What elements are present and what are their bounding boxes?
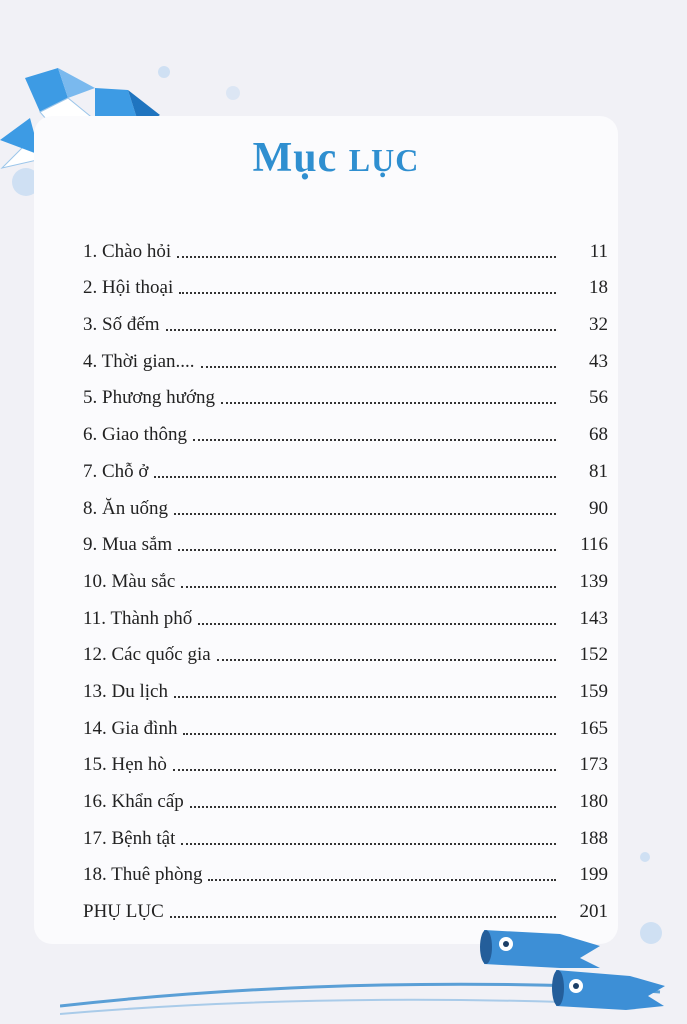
toc-entry-label: 2. Hội thoại — [83, 277, 174, 299]
dot-leader — [174, 695, 556, 698]
dot-leader — [178, 548, 556, 551]
title-rest: LỤC — [348, 142, 420, 178]
toc-entry-page: 81 — [589, 460, 608, 482]
dot-leader — [177, 255, 556, 258]
toc-entry-label: 14. Gia đình — [83, 717, 178, 739]
toc-entry-page: 173 — [579, 754, 608, 776]
dot-leader — [174, 512, 556, 515]
toc-entry-label: 5. Phương hướng — [83, 387, 216, 409]
toc-entry — [83, 483, 608, 520]
dot-leader — [166, 328, 556, 331]
toc-entry-page: 139 — [579, 570, 608, 592]
toc-entry-label: 6. Giao thông — [83, 424, 187, 446]
dot-leader — [181, 842, 556, 845]
toc-entry-page: 43 — [589, 350, 608, 372]
toc-entry — [83, 226, 608, 263]
toc-entry-label: 9. Mua sắm — [83, 534, 173, 556]
toc-entry-label: 15. Hẹn hò — [83, 754, 167, 776]
toc-entry-page: 152 — [579, 644, 608, 666]
toc-entry — [83, 850, 608, 887]
dot-leader — [179, 291, 556, 294]
dot-leader — [190, 805, 556, 808]
toc-entry-label: 13. Du lịch — [83, 680, 168, 702]
toc-entry-page: 188 — [579, 827, 608, 849]
toc-entry — [83, 593, 608, 630]
toc-entry — [83, 520, 608, 557]
toc-entry-label: 4. Thời gian.... — [83, 350, 195, 372]
toc-entry — [83, 263, 608, 300]
toc-entry-label: 3. Số đếm — [83, 314, 160, 336]
toc-entry-label: 12. Các quốc gia — [83, 644, 211, 666]
dot-leader — [208, 878, 556, 881]
dot-leader — [198, 622, 556, 625]
toc-entry-page: 165 — [579, 717, 608, 739]
toc-entry-label: 7. Chỗ ở — [83, 460, 149, 482]
decor-dot — [158, 66, 170, 78]
toc-entry-page: 180 — [579, 791, 608, 812]
toc-entry-page: 56 — [589, 387, 608, 409]
toc-entry — [83, 776, 608, 813]
dot-leader — [183, 732, 556, 735]
toc-entry — [83, 886, 608, 923]
decor-dot — [640, 852, 650, 862]
toc-entry-page: 116 — [580, 534, 608, 556]
toc-entry — [83, 813, 608, 850]
toc-entry-label: 18. Thuê phòng — [83, 864, 203, 886]
toc-entry-label: PHỤ LỤC — [83, 901, 164, 923]
toc-entry-page: 90 — [589, 497, 608, 519]
toc-entry-page: 159 — [579, 680, 608, 702]
toc-entry-page: 201 — [579, 901, 608, 923]
toc-entry — [83, 336, 608, 373]
dot-leader — [201, 365, 556, 368]
toc-entry — [83, 446, 608, 483]
dot-leader — [217, 658, 556, 661]
toc-entry-label: 10. Màu sắc — [83, 570, 176, 592]
toc-entry-page: 143 — [579, 607, 608, 629]
dot-leader — [193, 438, 556, 441]
dot-leader — [173, 768, 556, 771]
toc-entry-label: 16. Khẩn cấp — [83, 791, 184, 812]
toc-entry — [83, 409, 608, 446]
toc-entry — [83, 703, 608, 740]
toc-entry — [83, 630, 608, 667]
toc-entry-page: 68 — [589, 424, 608, 446]
dot-leader — [170, 915, 556, 918]
toc-entry — [83, 556, 608, 593]
toc-entry-label: 1. Chào hỏi — [83, 240, 172, 262]
dot-leader — [181, 585, 556, 588]
toc-entry — [83, 373, 608, 410]
toc-entry-page: 32 — [589, 314, 608, 336]
toc-entry-label: 11. Thành phố — [83, 607, 193, 629]
dot-leader — [221, 401, 556, 404]
toc-entry — [83, 740, 608, 777]
decor-dot — [226, 86, 240, 100]
toc-entry — [83, 299, 608, 336]
toc-entry-page: 11 — [589, 240, 608, 262]
dot-leader — [154, 475, 556, 478]
toc-entry-label: 17. Bệnh tật — [83, 827, 176, 849]
toc-entry-label: 8. Ăn uống — [83, 497, 168, 519]
page-title — [0, 134, 672, 182]
table-of-contents — [83, 226, 608, 923]
toc-entry — [83, 666, 608, 703]
title-main: Mục — [252, 135, 338, 181]
carp-streamer-icon — [60, 920, 687, 1024]
toc-entry-page: 18 — [589, 277, 608, 299]
toc-entry-page: 199 — [579, 864, 608, 886]
